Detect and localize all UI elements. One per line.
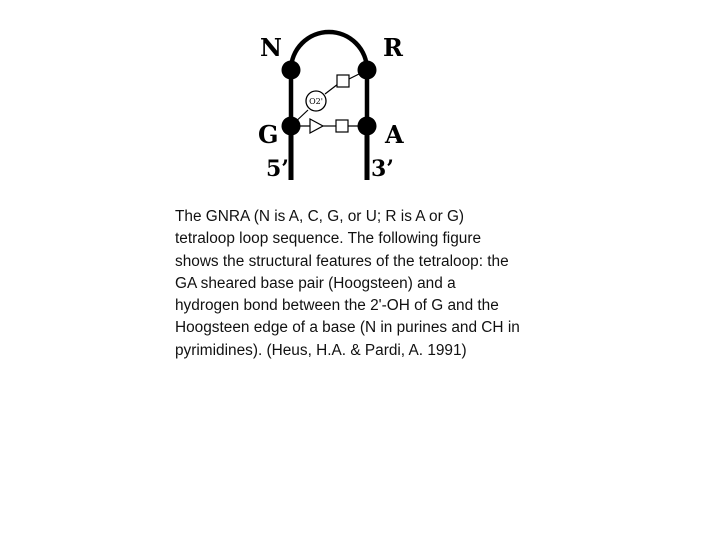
label-r: R bbox=[383, 33, 403, 62]
label-g: G bbox=[258, 120, 279, 149]
nucleotide-n-dot bbox=[282, 61, 301, 80]
gnra-tetraloop-diagram bbox=[0, 0, 720, 200]
o2-label: O2' bbox=[309, 97, 323, 106]
loop-backbone bbox=[291, 32, 367, 127]
nucleotide-r-dot bbox=[358, 61, 377, 80]
nucleotide-a-dot bbox=[358, 117, 377, 136]
caption-text: The GNRA (N is A, C, G, or U; R is A or G) tetraloop loop sequence. The following figure shows the structural features of the tetraloop: the GA sheared base pair (Hoogsteen) and a hydrogen bond between the 2'-OH of G and the Hoogsteen edge of a base (N in purines and CH in pyrimidines). (Heus, H.A. & Pardi, A. 1991) bbox=[175, 208, 520, 359]
nucleotide-g-dot bbox=[282, 117, 301, 136]
label-n: N bbox=[260, 33, 282, 62]
hydrogen-bond-line bbox=[325, 84, 338, 94]
label-a: A bbox=[385, 120, 404, 149]
label-three-prime: 3’ bbox=[371, 156, 394, 182]
r-base-square bbox=[337, 75, 349, 87]
a-hoogsteen-square bbox=[336, 120, 348, 132]
label-five-prime: 5’ bbox=[266, 156, 289, 182]
g-sugar-edge-triangle bbox=[310, 119, 323, 133]
